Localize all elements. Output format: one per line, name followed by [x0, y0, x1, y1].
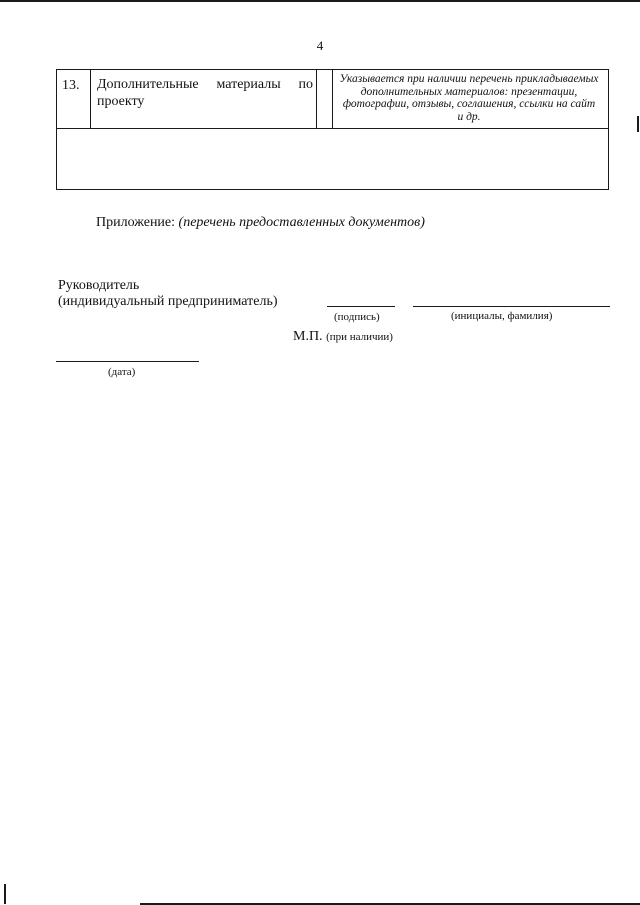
table-row-note: Указывается при наличии перечень прикладываемых дополнительных материалов: презентации, фотографии, отзывы, соглашения, ссылки на сайт и др. [339, 73, 599, 123]
date-line [56, 361, 199, 362]
stamp-placeholder [293, 329, 393, 345]
top-border-line [0, 0, 640, 2]
table-divider [316, 70, 317, 128]
attachment-hint: (перечень предоставленных документов) [178, 215, 425, 230]
signature-caption: (подпись) [334, 311, 380, 323]
table-row-divider [57, 128, 608, 129]
scan-edge-mark [637, 116, 639, 132]
attachment-line [96, 215, 425, 231]
stamp-caption: (при наличии) [326, 331, 393, 343]
table-divider [90, 70, 91, 128]
role-sublabel: (индивидуальный предприниматель) [58, 294, 278, 309]
scan-edge-mark [4, 884, 6, 904]
role-label: Руководитель [58, 278, 140, 293]
attachment-label: Приложение: [96, 215, 176, 230]
form-table [56, 69, 609, 190]
date-caption: (дата) [108, 366, 136, 378]
stamp-label: М.П. [293, 329, 323, 344]
name-caption: (инициалы, фамилия) [451, 310, 553, 322]
table-divider [332, 70, 333, 128]
page-number: 4 [316, 38, 324, 53]
table-row-number: 13. [62, 78, 80, 93]
name-line [413, 306, 610, 307]
table-row-title: Дополнительные материалы по проекту [97, 77, 313, 109]
signature-line [327, 306, 395, 307]
